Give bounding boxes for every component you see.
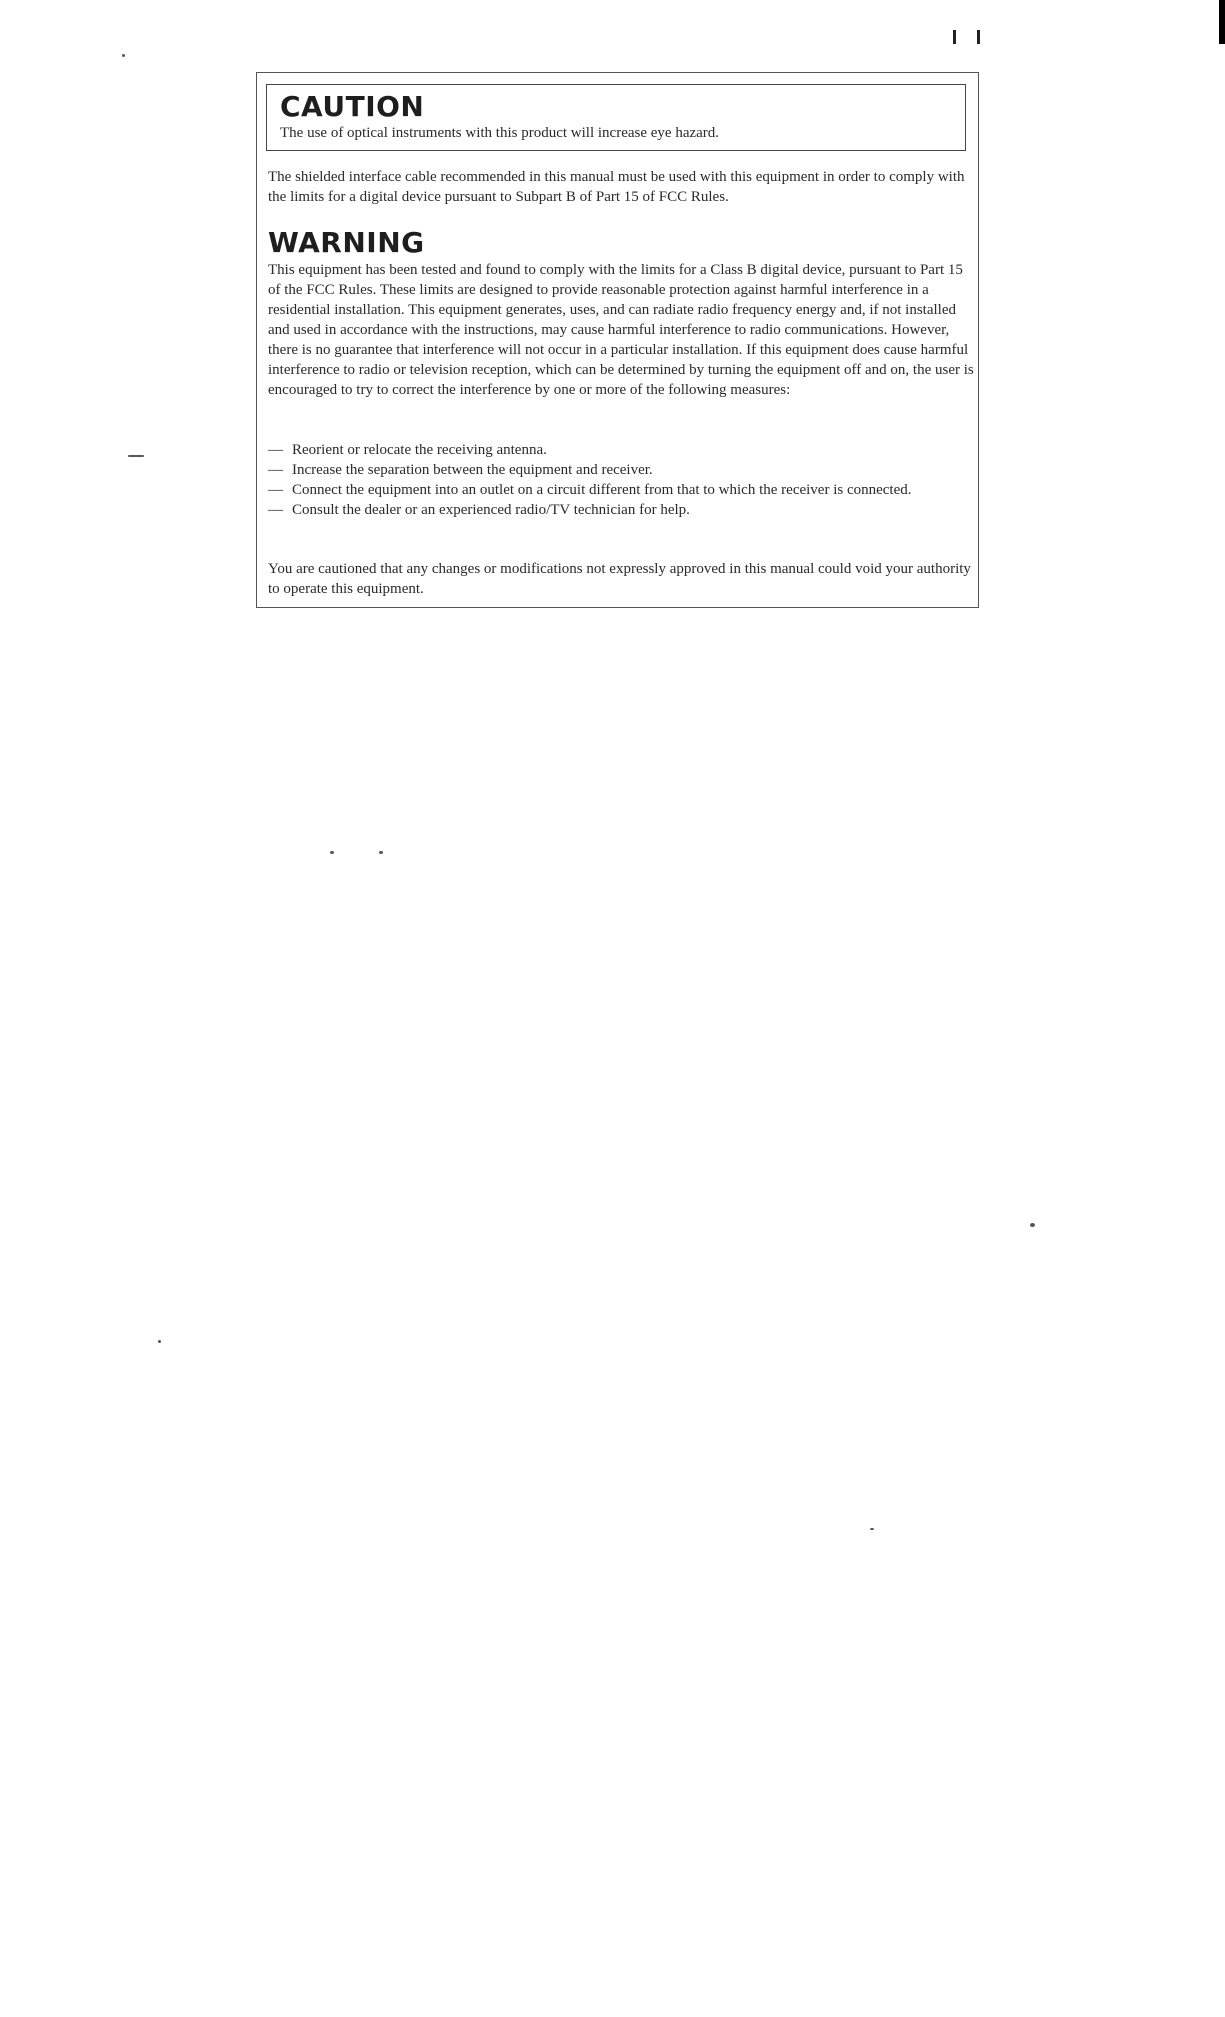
- warning-text: This equipment has been tested and found to comply with the limits for a Class B digital device, pursuant to Part 15 of the FCC Rules. These limits are designed to provide reasonable protection against harmful interference in a residential installation. This equipment generates, uses, and can radiate radio frequency energy and, if not installed and used in accordance with the instructions, may cause harmful interference to radio communications. However, there is no guarantee that interference will not occur in a particular installation. If this equipment does cause harmful interference to radio or television reception, which can be determined by turning the equipment off and on, the user is encouraged to try to correct the interference by one or more of the following measures:: [268, 262, 974, 398]
- dash-bullet: —: [268, 502, 283, 518]
- scan-speck: [379, 851, 383, 854]
- page-marks: [953, 30, 983, 46]
- measure-text: Reorient or relocate the receiving antenna.: [292, 442, 547, 458]
- dash-bullet: —: [268, 442, 283, 458]
- scan-speck: [122, 54, 125, 57]
- dash-bullet: —: [268, 462, 283, 478]
- scan-speck: [330, 851, 334, 854]
- list-item: [268, 480, 968, 500]
- modifications-notice: You are cautioned that any changes or modifications not expressly approved in this manual could void your authority to operate this equipment.: [268, 561, 971, 597]
- scan-speck: [158, 1340, 161, 1343]
- dash-bullet: —: [268, 482, 283, 498]
- measures-list: [268, 440, 968, 520]
- scan-speck: [1030, 1223, 1035, 1227]
- shielded-cable-notice: The shielded interface cable recommended in this manual must be used with this equipment in order to comply with the limits for a digital device pursuant to Subpart B of Part 15 of FCC Rules.: [268, 169, 965, 205]
- warning-heading: WARNING: [268, 226, 425, 259]
- measure-text: Consult the dealer or an experienced radio/TV technician for help.: [292, 502, 690, 518]
- list-item: [268, 460, 968, 480]
- list-item: [268, 440, 968, 460]
- caution-heading: CAUTION: [280, 90, 425, 123]
- measure-text: Connect the equipment into an outlet on a circuit different from that to which the receiver is connected.: [292, 482, 912, 498]
- caution-text: The use of optical instruments with this product will increase eye hazard.: [280, 125, 720, 141]
- scan-speck: [128, 455, 144, 457]
- scan-edge-bar: [1219, 0, 1225, 44]
- scan-speck: [870, 1528, 874, 1530]
- measure-text: Increase the separation between the equipment and receiver.: [292, 462, 653, 478]
- list-item: [268, 500, 968, 520]
